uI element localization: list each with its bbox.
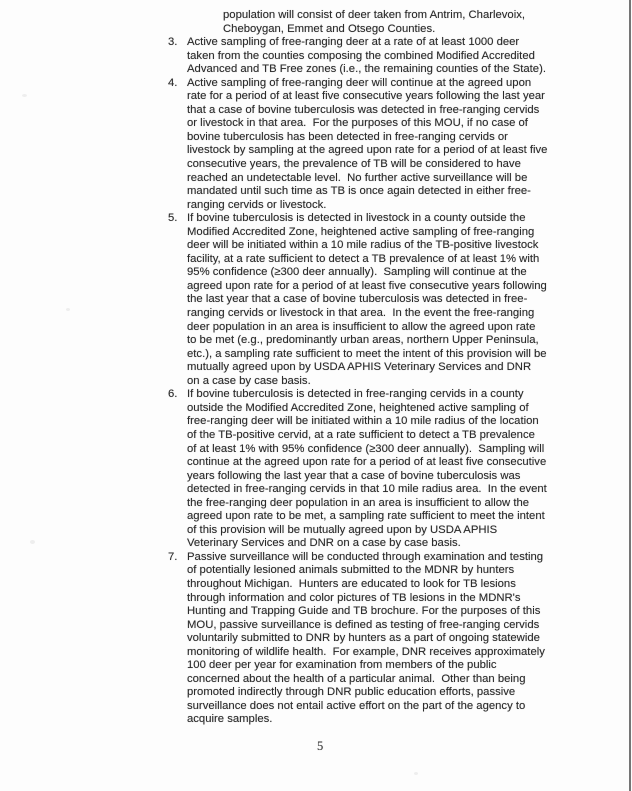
text-line: free-ranging deer will be initiated within a 10 mile radius of the location (187, 415, 539, 428)
text-line: years following the last year that a case of bovine tuberculosis was (187, 469, 521, 482)
text-line: If bovine tuberculosis is detected in livestock in a county outside the (187, 212, 526, 225)
list-item (168, 388, 547, 551)
scan-noise-speck (66, 308, 70, 311)
item-number: 3. (168, 36, 178, 49)
text-line: ranging cervids or livestock. (187, 198, 327, 211)
item-text (187, 36, 546, 77)
text-line: Passive surveillance will be conducted through examination and testing (187, 550, 544, 563)
text-line: to be met (e.g., predominantly urban areas, northern Upper Peninsula, (187, 334, 539, 347)
text-line: 100 deer per year for examination from members of the public (187, 659, 497, 672)
text-line: facility, at a rate sufficient to detect a TB prevalence of at least 1% with (187, 252, 540, 265)
text-line: throughout Michigan. Hunters are educated to look for TB lesions (187, 577, 516, 590)
text-line: outside the Modified Accredited Zone, heightened active sampling of (187, 401, 529, 414)
text-line: livestock by sampling at the agreed upon rate for a period of at least five (187, 144, 548, 157)
text-line: If bovine tuberculosis is detected in free-ranging cervids in a county (187, 388, 524, 401)
item-number: 5. (168, 212, 178, 225)
list-item (168, 212, 547, 388)
text-line: Modified Accredited Zone, heightened active sampling of free-ranging (187, 225, 535, 238)
text-line: MOU, passive surveillance is defined as testing of free-ranging cervids (187, 618, 540, 631)
text-line: that a case of bovine tuberculosis was detected in free-ranging cervids (187, 103, 540, 116)
text-line: agreed upon rate for a period of at least five consecutive years following (187, 279, 547, 292)
text-line: detected in free-ranging cervids in that 10 mile radius area. In the event (187, 483, 547, 496)
text-line: surveillance does not entail active effort on the part of the agency to (187, 699, 526, 712)
text-line: continue at the agreed upon rate for a period of at least five consecutive (187, 456, 547, 469)
text-line: consecutive years, the prevalence of TB will be considered to have (187, 158, 521, 171)
item-text (187, 212, 547, 388)
list-item (168, 36, 547, 77)
text-line: Cheboygan, Emmet and Otsego Counties. (223, 22, 436, 35)
scan-noise-speck (414, 772, 418, 775)
text-line: of at least 1% with 95% confidence (≥300 deer annually). Sampling will (187, 442, 545, 455)
text-line: voluntarily submitted to DNR by hunters as a part of ongoing statewide (187, 632, 540, 645)
text-line: reached an undetectable level. No further active surveillance will be (187, 171, 528, 184)
text-line: agreed upon rate to be met, a sampling rate sufficient to meet the intent (187, 510, 545, 523)
text-line: mandated until such time as TB is once again detected in either free- (187, 185, 531, 198)
text-line: deer population in an area is insufficient to allow the agreed upon rate (187, 320, 536, 333)
scan-noise-speck (30, 540, 35, 544)
text-line: the last year that a case of bovine tuberculosis was detected in free- (187, 293, 528, 306)
item-text (187, 388, 547, 551)
item-text (187, 77, 547, 212)
item-number: 7. (168, 550, 178, 563)
item-text (187, 551, 545, 727)
text-line: rate for a period of at least five consecutive years following the last year (187, 90, 545, 103)
text-line: mutually agreed upon by USDA APHIS Veterinary Services and DNR (187, 361, 532, 374)
text-line: concerned about the health of a particular animal. Other than being (187, 672, 526, 685)
text-line: ranging cervids or livestock in that area. In the event the free-ranging (187, 307, 535, 320)
page-number: 5 (317, 739, 324, 753)
text-line: Advanced and TB Free zones (i.e., the remaining counties of the State). (187, 63, 546, 76)
scan-noise-speck (22, 94, 27, 97)
text-line: through information and color pictures of TB lesions in the MDNR's (187, 591, 521, 604)
text-line: of the TB-positive cervid, at a rate sufficient to detect a TB prevalence (187, 428, 535, 441)
item-number: 6. (168, 388, 178, 401)
text-line: deer will be initiated within a 10 mile radius of the TB-positive livestock (187, 239, 539, 252)
text-line: promoted indirectly through DNR public education efforts, passive (187, 686, 516, 699)
paragraph-continuation (223, 9, 547, 36)
text-line: of potentially lesioned animals submitted to the MDNR by hunters (187, 564, 515, 577)
text-line: the free-ranging deer population in an area is insufficient to allow the (187, 496, 530, 509)
text-line: acquire samples. (187, 713, 273, 726)
text-line: or livestock in that area. For the purposes of this MOU, if no case of (187, 117, 528, 130)
text-line: bovine tuberculosis has been detected in free-ranging cervids or (187, 130, 508, 143)
text-line: monitoring of wildlife health. For example, DNR receives approximately (187, 645, 545, 658)
text-line: 95% confidence (≥300 deer annually). Sampling will continue at the (187, 266, 527, 279)
text-line: Veterinary Services and DNR on a case by case basis. (187, 537, 461, 550)
text-line: taken from the counties composing the combined Modified Accredited (187, 49, 535, 62)
item-number: 4. (168, 76, 178, 89)
text-line: Active sampling of free-ranging deer at a rate of at least 1000 deer (187, 36, 520, 49)
numbered-list (168, 36, 547, 727)
text-line: population will consist of deer taken from Antrim, Charlevoix, (223, 9, 526, 21)
scan-edge-line (629, 0, 631, 791)
text-line: etc.), a sampling rate sufficient to meet the intent of this provision will be (187, 347, 547, 360)
text-line: Hunting and Trapping Guide and TB brochure. For the purposes of this (187, 605, 541, 618)
text-line: on a case by case basis. (187, 374, 311, 387)
list-item (168, 551, 547, 727)
text-line: of this provision will be mutually agreed upon by USDA APHIS (187, 523, 498, 536)
document-text (168, 9, 547, 727)
text-line: Active sampling of free-ranging deer will continue at the agreed upon (187, 76, 532, 89)
list-item (168, 77, 547, 212)
